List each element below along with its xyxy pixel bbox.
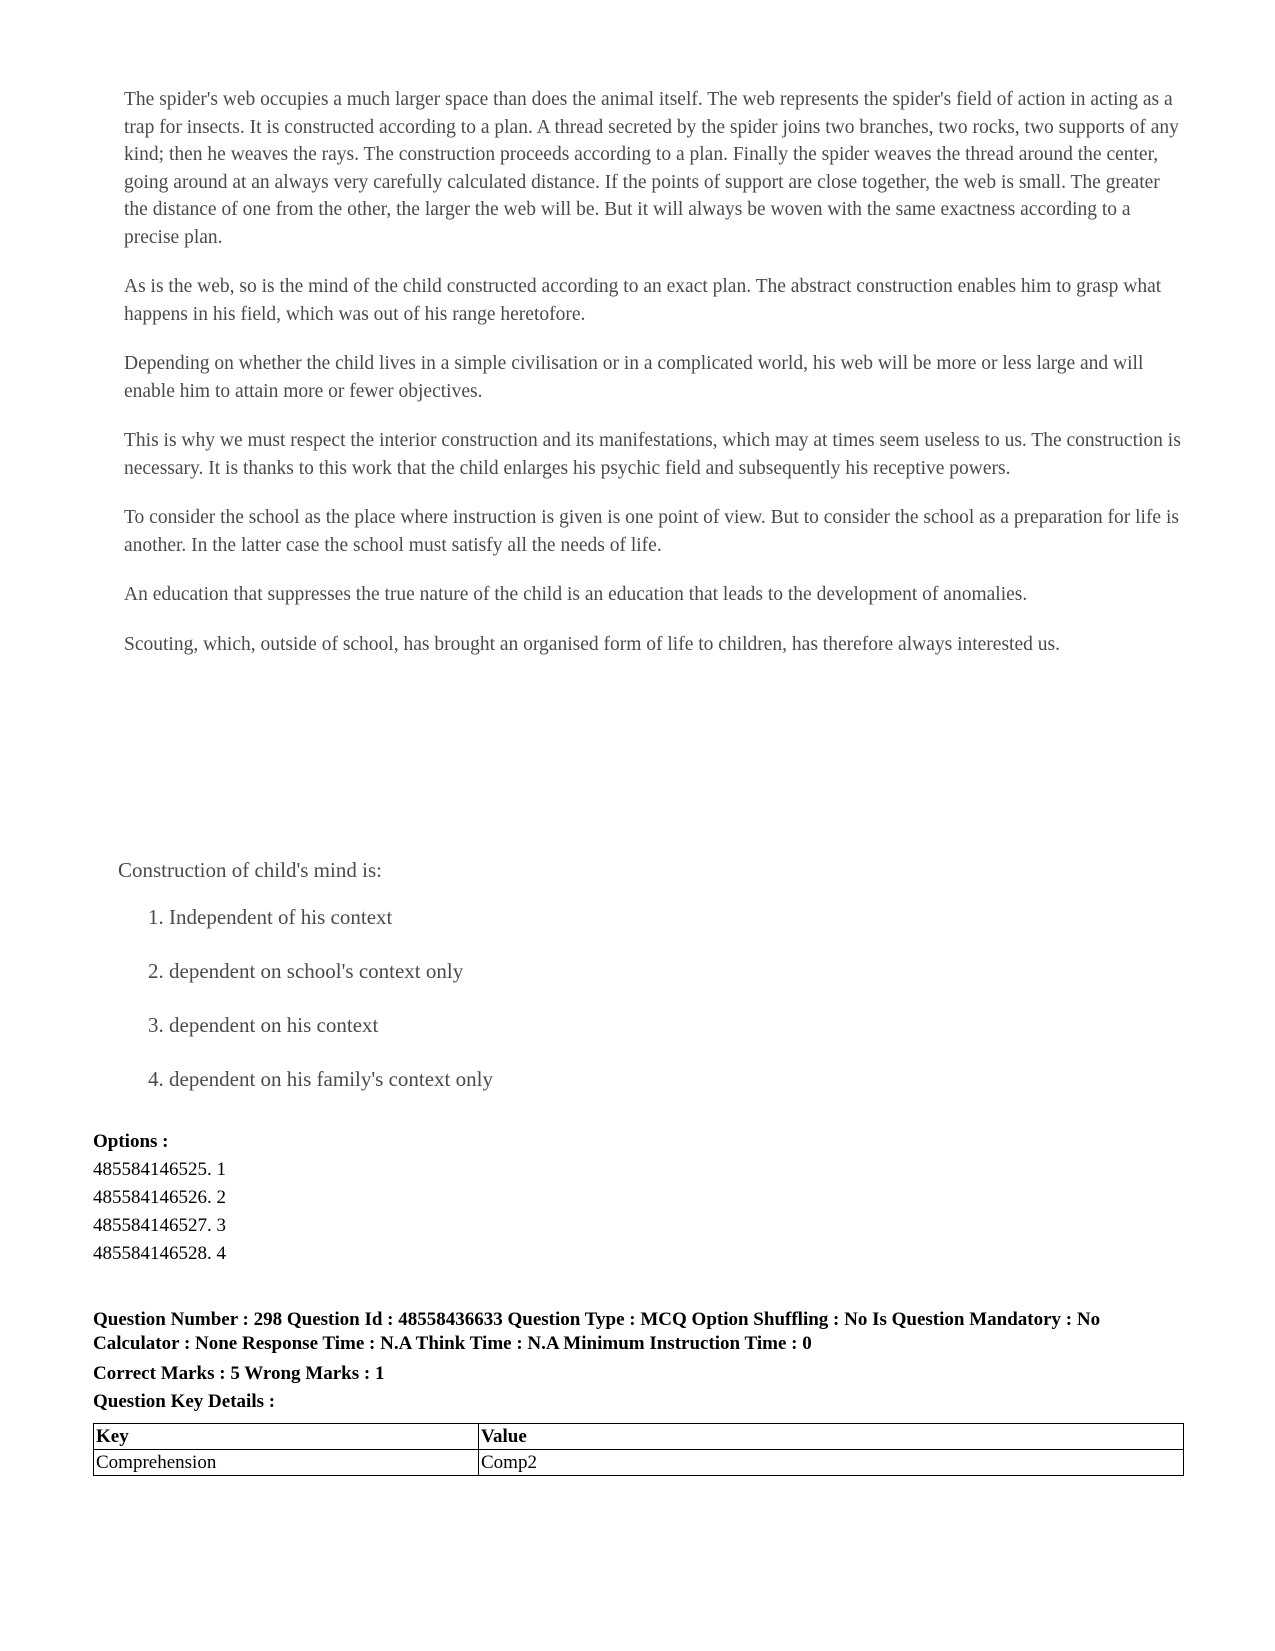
table-header-row: [94, 1424, 1184, 1450]
passage-paragraph: Scouting, which, outside of school, has brought an organised form of life to children, has therefore always interested us.: [124, 633, 1060, 655]
option-item: 485584146526. 2: [93, 1187, 226, 1208]
table-cell: Comprehension: [94, 1450, 479, 1476]
question-choice: 3. dependent on his context: [148, 1013, 379, 1037]
passage-paragraph: As is the web, so is the mind of the child constructed according to an exact plan. The abstract construction enables him to grasp what happens in his field, which was out of his range heretofore.: [124, 276, 1162, 325]
key-details-heading: Question Key Details :: [93, 1391, 276, 1412]
options-block: [93, 1128, 226, 1268]
key-details-table: [93, 1423, 1184, 1476]
question-choices: [148, 905, 493, 1121]
passage-paragraph: This is why we must respect the interior construction and its manifestations, which may at times seem useless to us. The construction is necessary. It is thanks to this work that the child enlarges his psychic field and subsequently his receptive powers.: [124, 430, 1181, 479]
passage-paragraph: Depending on whether the child lives in a simple civilisation or in a complicated world, his web will be more or less large and will enable him to attain more or fewer objectives.: [124, 353, 1144, 402]
passage-paragraph: An education that suppresses the true nature of the child is an education that leads to the development of anomalies.: [124, 584, 1028, 605]
table-header-cell: Key: [94, 1424, 479, 1450]
question-stem: Construction of child's mind is:: [118, 858, 382, 882]
question-meta: [93, 1308, 1183, 1414]
marks-line: Correct Marks : 5 Wrong Marks : 1: [93, 1363, 385, 1384]
question-choice: 1. Independent of his context: [148, 905, 393, 929]
question-choice: 2. dependent on school's context only: [148, 959, 464, 983]
option-item: 485584146528. 4: [93, 1243, 226, 1264]
passage-paragraph: The spider's web occupies a much larger space than does the animal itself. The web represents the spider's field of action in acting as a trap for insects. It is constructed according to a plan. A thread secreted by the spider joins two branches, two rocks, two supports of any kind; then he weaves the rays. The construction proceeds according to a plan. Finally the spider weaves the thread around the center, going around at an always very carefully calculated distance. If the points of support are close together, the web is small. The greater the distance of one from the other, the larger the web will be. But it will always be woven with the same exactness according to a precise plan.: [124, 89, 1179, 248]
passage: [124, 86, 1184, 680]
question-choice: 4. dependent on his family's context only: [148, 1067, 493, 1091]
options-heading: Options :: [93, 1131, 169, 1152]
option-item: 485584146527. 3: [93, 1215, 226, 1236]
table-cell: Comp2: [479, 1450, 1184, 1476]
table-header-cell: Value: [479, 1424, 1184, 1450]
passage-paragraph: To consider the school as the place where instruction is given is one point of view. But to consider the school as a preparation for life is another. In the latter case the school must satisfy all the needs of life.: [124, 507, 1179, 556]
question-meta-line: Question Number : 298 Question Id : 48558436633 Question Type : MCQ Option Shuffling : No Is Question Mandatory : No Calculator : None Response Time : N.A Think Time : N.A Minimum Instruction Time : 0: [93, 1309, 1101, 1354]
table-row: [94, 1450, 1184, 1476]
option-item: 485584146525. 1: [93, 1159, 226, 1180]
